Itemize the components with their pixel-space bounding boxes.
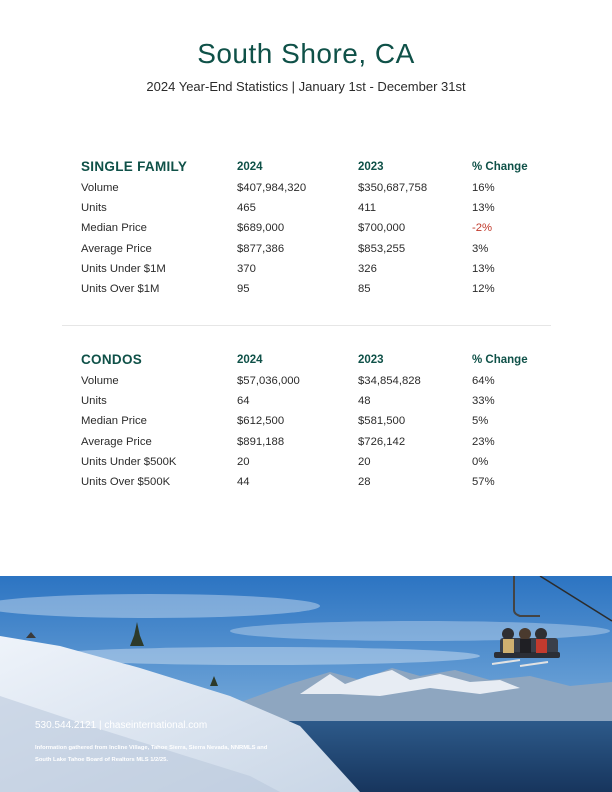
column-header-2023: 2023 <box>358 161 384 173</box>
page-subtitle: 2024 Year-End Statistics | January 1st - December 31st <box>146 79 466 94</box>
value-change: 57% <box>472 475 495 488</box>
value-2024: 44 <box>237 475 250 488</box>
page-title: South Shore, CA <box>197 38 415 69</box>
table-header-row <box>81 353 551 375</box>
column-header-change: % Change <box>472 354 528 366</box>
section-divider <box>62 325 551 326</box>
value-change: 12% <box>472 282 495 295</box>
value-2023: $700,000 <box>358 222 406 235</box>
row-label: Units Under $500K <box>81 455 177 468</box>
row-label: Units <box>81 395 107 408</box>
row-label: Volume <box>81 375 119 387</box>
contact-info: 530.544.2121 | chaseinternational.com <box>35 720 208 731</box>
row-label: Median Price <box>81 222 147 235</box>
value-2024: $891,188 <box>237 435 285 448</box>
value-change: 64% <box>472 375 495 387</box>
value-change: 23% <box>472 435 495 448</box>
row-label: Units Over $1M <box>81 282 160 295</box>
value-2024: $407,984,320 <box>237 182 307 194</box>
table-row <box>81 283 551 303</box>
column-header-2023: 2023 <box>358 354 384 366</box>
value-2024: 370 <box>237 262 256 275</box>
value-2023: $726,142 <box>358 435 406 448</box>
table-row <box>81 436 551 456</box>
value-2024: 95 <box>237 282 250 295</box>
value-change: 13% <box>472 262 495 275</box>
value-2024: 20 <box>237 455 250 468</box>
row-label: Units <box>81 202 107 215</box>
value-2023: 28 <box>358 475 371 488</box>
single-family-table <box>81 160 551 303</box>
value-change: 0% <box>472 455 489 468</box>
value-2023: 411 <box>358 202 377 215</box>
value-2024: $689,000 <box>237 222 285 235</box>
row-label: Average Price <box>81 435 152 448</box>
value-2024: $612,500 <box>237 415 285 428</box>
value-2023: $350,687,758 <box>358 182 428 194</box>
table-row <box>81 222 551 242</box>
value-change: 16% <box>472 182 495 194</box>
table-row <box>81 456 551 476</box>
table-row <box>81 263 551 283</box>
table-row <box>81 395 551 415</box>
table-row <box>81 202 551 222</box>
value-2024: $877,386 <box>237 242 285 255</box>
value-2024: 465 <box>237 202 256 215</box>
table-row <box>81 415 551 435</box>
column-header-2024: 2024 <box>237 161 263 173</box>
value-change: 13% <box>472 202 495 215</box>
column-header-change: % Change <box>472 161 528 173</box>
section-heading: CONDOS <box>81 352 143 367</box>
value-2023: $34,854,828 <box>358 375 421 387</box>
value-2023: 326 <box>358 262 377 275</box>
row-label: Units Under $1M <box>81 262 166 275</box>
column-header-2024: 2024 <box>237 354 263 366</box>
row-label: Median Price <box>81 415 147 428</box>
table-row <box>81 375 551 395</box>
value-change: 33% <box>472 395 495 408</box>
value-2023: 48 <box>358 395 371 408</box>
value-2023: 85 <box>358 282 371 295</box>
row-label: Average Price <box>81 242 152 255</box>
value-2024: $57,036,000 <box>237 375 300 387</box>
source-note: Information gathered from Incline Village, Tahoe Sierra, Sierra Nevada, NNRMLS and South Lake Tahoe Board of Realtors MLS 1/2/25. <box>35 745 268 763</box>
row-label: Volume <box>81 182 119 194</box>
row-label: Units Over $500K <box>81 475 171 488</box>
value-2024: 64 <box>237 395 250 408</box>
value-2023: 20 <box>358 455 371 468</box>
condos-table <box>81 353 551 496</box>
value-2023: $853,255 <box>358 242 406 255</box>
value-change: 3% <box>472 242 489 255</box>
table-header-row <box>81 160 551 182</box>
value-2023: $581,500 <box>358 415 406 428</box>
section-heading: SINGLE FAMILY <box>81 159 188 174</box>
value-change-negative: -2% <box>472 222 493 235</box>
value-change: 5% <box>472 415 489 428</box>
table-row <box>81 182 551 202</box>
table-row <box>81 476 551 496</box>
table-row <box>81 243 551 263</box>
